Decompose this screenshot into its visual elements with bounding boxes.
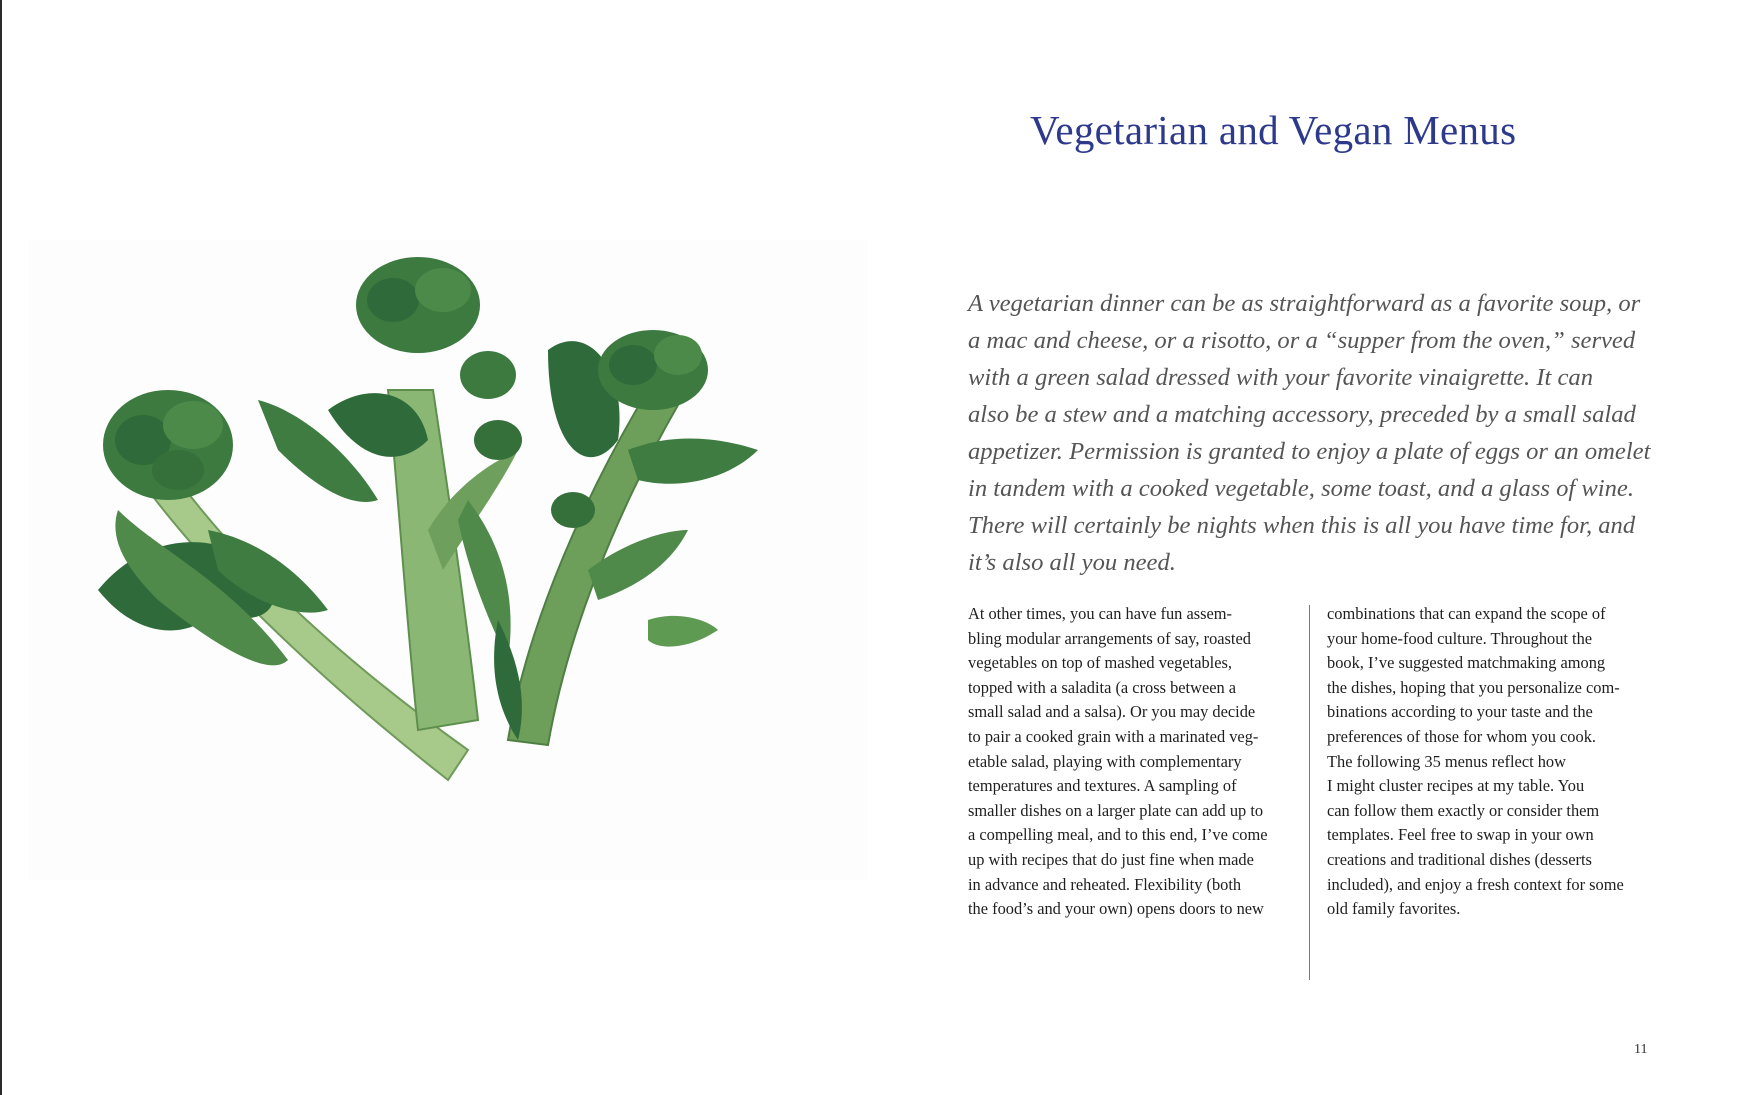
section-title: Vegetarian and Vegan Menus	[1030, 107, 1517, 153]
middle-broccolini-sprig	[258, 257, 522, 730]
right-broccolini-sprig	[494, 330, 758, 745]
column-divider	[1309, 605, 1310, 980]
broccolini-illustration	[28, 240, 868, 880]
page-number: 11	[1634, 1042, 1648, 1057]
broccolini-drawing	[28, 240, 868, 880]
intro-paragraph: A vegetarian dinner can be as straightforward as a favorite soup, or a mac and cheese, or a risotto, or a “supper from the oven,” served with a green salad dressed with your favorite vinaigrette. It can also be a stew and a matching accessory, preceded by a small salad appetizer. Permission is granted to enjoy a plate of eggs or an omelet in tandem with a cooked vegetable, some toast, and a glass of wine. There will certainly be nights when this is all you have time for, and it’s also all you need.	[968, 290, 1651, 576]
body-column-right: combinations that can expand the scope of your home-food culture. Throughout the book, I’ve suggested matchmaking among the dishes, hoping that you personalize com- binations according to your taste and the preferences of those for whom you cook. The following 35 menus reflect how I might cluster recipes at my table. You can follow them exactly or consider them templates. Feel free to swap in your own creations and traditional dishes (desserts included), and enjoy a fresh context for some old family favorites.	[1327, 604, 1624, 919]
page-edge	[0, 0, 2, 1095]
body-column-left: At other times, you can have fun assem- bling modular arrangements of say, roasted vegetables on top of mashed vegetables, topped with a saladita (a cross between a small salad and a salsa). Or you may decide to pair a cooked grain with a marinated veg- etable salad, playing with complementary temperatures and textures. A sampling of smaller dishes on a larger plate can add up to a compelling meal, and to this end, I’ve come up with recipes that do just fine when made in advance and reheated. Flexibility (both the food’s and your own) opens doors to new	[968, 604, 1268, 919]
